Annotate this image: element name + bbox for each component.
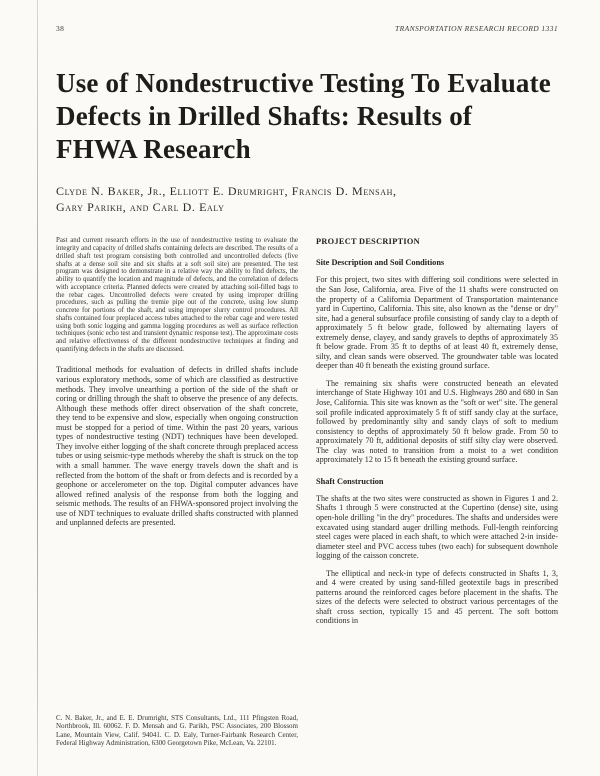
abstract-text: Past and current research efforts in the use of nondestructive testing to evaluate the integrity and capacity of drilled shafts containing defects are described. The results of a drilled shaft test program consisting both controlled and uncontrolled defects (five shafts at a dense soil site and six shafts at a soft soil site) are presented. The test program was designed to demonstrate in a relative way the ability to find defects, the ability to quantify the location and magnitude of defects, and the correlation of defects with acceptance criteria. Planned defects were created by attaching soil-filled bags to the rebar cages. Uncontrolled defects were created by using improper drilling procedures, such as pulling the tremie pipe out of the concrete, using low slump concrete for portions of the shaft, and using improper slurry control procedures. All shafts contained four preplaced access tubes attached to the rebar cage and were tested using both sonic logging and gamma logging procedures as well as surface reflection techniques (sonic echo test and transient dynamic response test). The approximate costs and relative effectiveness of the different nondestructive techniques at finding and quantifying defects in the shafts are discussed. [56,237,298,353]
shaft-construction-paragraph-1: The shafts at the two sites were constructed as shown in Figures 1 and 2. Shafts 1 through 5 were constructed at the Cupertino (dense) site, using open-hole drilling "in the dry" procedures. The shafts and undersides were excavated using standard auger drilling methods. Full-length reinforcing steel cages were placed in each shaft, to which were attached 2-in inside-diameter steel and PVC access tubes (two each) for subsequent downhole logging of the caisson concrete. [316,493,558,561]
scan-edge-line [37,0,38,776]
article-title: Use of Nondestructive Testing To Evaluate Defects in Drilled Shafts: Results of FHWA Research [56,68,551,164]
running-head [56,24,558,33]
journal-title: TRANSPORTATION RESEARCH RECORD 1331 [395,24,558,33]
page-number: 38 [56,24,65,33]
two-column-body [56,237,558,747]
site-description-paragraph-1: For this project, two sites with differing soil conditions were selected in the San Jose, California, area. Five of the 11 shafts were constructed on the property of a California Department of Transportation maintenance yard in Cupertino, California. This site, also known as the "dense or dry" site, had a general subsurface profile consisting of sandy clay to a depth of approximately 5 ft below grade, followed by alternating layers of extremely dense, clayey, and sandy gravels to depths of approximately 35 ft below grade. From 35 ft to depths of at least 40 ft, extremely dense, silty, and clean sands were observed. The groundwater table was located deeper than 40 ft beneath the existing ground surface. [316,275,558,371]
left-column [56,237,298,747]
site-description-paragraph-2: The remaining six shafts were constructed beneath an elevated interchange of State Highway 101 and U.S. Highways 280 and 680 in San Jose, California. This site was known as the "soft or wet" site. The general soil profile indicated approximately 5 ft of stiff sandy clay at the surface, followed by predominantly silty and sandy clays of soft to medium consistency to depths of approximately 50 ft below grade. From 50 to approximately 70 ft, additional deposits of stiff silty clay were observed. The clay was noted to transition from a moist to a wet condition approximately 12 to 15 ft beneath the existing ground surface. [316,378,558,465]
right-column [316,237,558,747]
subheading-shaft-construction: Shaft Construction [316,476,384,486]
subheading-site-description: Site Description and Soil Conditions [316,258,445,268]
authors-line-1: Clyde N. Baker, Jr., Elliott E. Drumright, Francis D. Mensah, [56,183,397,198]
authors-block [56,184,558,216]
authors-line-2: Gary Parikh, and Carl D. Ealy [56,199,225,214]
author-affiliations-footnote: C. N. Baker, Jr., and E. E. Drumright, STS Consultants, Ltd., 111 Pfingsten Road, Northbrook, Ill. 60062. F. D. Mensah and G. Parikh, PSC Associates, 200 Blossom Lane, Mountain View, Calif. 94041. C. D. Ealy, Turner-Fairbank Research Center, Federal Highway Administration, 6300 Georgetown Pike, McLean, Va. 22101. [56,713,298,748]
shaft-construction-paragraph-2: The elliptical and neck-in type of defects constructed in Shafts 1, 3, and 4 were created by using sand-filled geotextile bags in prescribed patterns around the reinforced cages before placement in the shafts. The sizes of the defects were selected to obstruct various percentages of the shaft cross section, typically 15 and 45 percent. The soft bottom conditions in [316,568,558,626]
introduction-paragraph: Traditional methods for evaluation of defects in drilled shafts include various exploratory methods, some of which are classified as destructive methods. They involve unearthing a portion of the side of the shaft or coring or drilling through the shaft to observe the presence of any defects. Although these methods offer direct observation of the shaft concrete, they tend to be expensive and slow, especially when ongoing construction must be stopped for a period of time. Within the past 20 years, various types of nondestructive testing (NDT) techniques have been developed. They involve either logging of the shaft concrete through preplaced access tubes or using seismic-type methods whereby the shaft is struck on the top with a small hammer. The wave energy travels down the shaft and is reflected from the bottom of the shaft or from defects and is recorded by a geophone or accelerometer on the top. Digital computer advances have allowed refined analysis of the response from both the logging and seismic methods. The results of an FHWA-sponsored project involving the use of NDT techniques to evaluate drilled shafts constructed with planned and unplanned defects are presented. [56,365,298,528]
section-heading-project-description: PROJECT DESCRIPTION [316,237,420,247]
